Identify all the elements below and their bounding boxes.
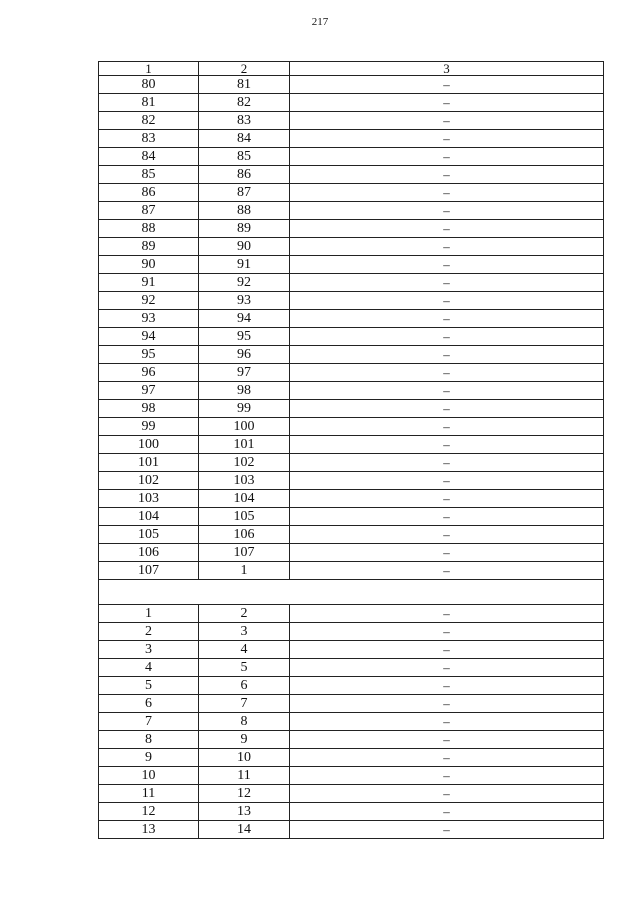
table-cell: 2 — [99, 623, 199, 641]
table-cell: 12 — [99, 803, 199, 821]
table-cell: 81 — [99, 94, 199, 112]
data-table — [98, 61, 604, 839]
table-row — [99, 659, 604, 677]
table-cell: 85 — [99, 166, 199, 184]
table-cell-dash: – — [290, 749, 604, 767]
table-cell-dash: – — [290, 641, 604, 659]
table-cell: 106 — [99, 544, 199, 562]
table-cell: 86 — [199, 166, 290, 184]
table-cell-dash: – — [290, 731, 604, 749]
table-cell: 11 — [99, 785, 199, 803]
table-row — [99, 184, 604, 202]
table-cell: 105 — [99, 526, 199, 544]
table-cell-dash: – — [290, 202, 604, 220]
table-cell: 8 — [199, 713, 290, 731]
table-cell: 91 — [99, 274, 199, 292]
table-row — [99, 364, 604, 382]
column-header: 3 — [290, 62, 604, 76]
table-cell: 7 — [99, 713, 199, 731]
table-cell: 87 — [99, 202, 199, 220]
table-cell-dash: – — [290, 418, 604, 436]
table-row — [99, 526, 604, 544]
table-row — [99, 803, 604, 821]
table-cell: 103 — [99, 490, 199, 508]
table-cell: 104 — [99, 508, 199, 526]
table-cell: 10 — [99, 767, 199, 785]
table-cell: 92 — [199, 274, 290, 292]
table-cell: 104 — [199, 490, 290, 508]
column-header: 2 — [199, 62, 290, 76]
table-cell: 84 — [99, 148, 199, 166]
table-cell: 81 — [199, 76, 290, 94]
table-row — [99, 731, 604, 749]
table-cell: 5 — [99, 677, 199, 695]
table-cell-dash: – — [290, 166, 604, 184]
table-cell: 97 — [99, 382, 199, 400]
table-cell-dash: – — [290, 238, 604, 256]
table-cell: 106 — [199, 526, 290, 544]
table-cell-dash: – — [290, 490, 604, 508]
table-cell: 84 — [199, 130, 290, 148]
table-cell-dash: – — [290, 544, 604, 562]
table-cell: 90 — [99, 256, 199, 274]
table-cell: 87 — [199, 184, 290, 202]
table-row — [99, 490, 604, 508]
table-cell: 96 — [199, 346, 290, 364]
table-row — [99, 436, 604, 454]
table-row — [99, 166, 604, 184]
section-gap-cell — [99, 580, 604, 605]
table-cell-dash: – — [290, 436, 604, 454]
table-cell-dash: – — [290, 400, 604, 418]
table-cell: 6 — [99, 695, 199, 713]
table-row — [99, 202, 604, 220]
table-cell-dash: – — [290, 256, 604, 274]
table-cell-dash: – — [290, 184, 604, 202]
table-cell: 3 — [99, 641, 199, 659]
table-cell: 93 — [199, 292, 290, 310]
table-cell: 107 — [199, 544, 290, 562]
table-row — [99, 148, 604, 166]
table-row — [99, 677, 604, 695]
table-row — [99, 821, 604, 839]
table-cell: 1 — [99, 605, 199, 623]
table-cell: 7 — [199, 695, 290, 713]
table-cell-dash: – — [290, 310, 604, 328]
table-cell-dash: – — [290, 382, 604, 400]
table-cell-dash: – — [290, 605, 604, 623]
column-header: 1 — [99, 62, 199, 76]
table-cell: 107 — [99, 562, 199, 580]
table-cell: 98 — [99, 400, 199, 418]
table-row — [99, 767, 604, 785]
table-row — [99, 472, 604, 490]
table-row — [99, 256, 604, 274]
table-cell-dash: – — [290, 148, 604, 166]
table-cell-dash: – — [290, 112, 604, 130]
table-row — [99, 605, 604, 623]
table-cell-dash: – — [290, 94, 604, 112]
table-cell-dash: – — [290, 623, 604, 641]
table-cell: 4 — [99, 659, 199, 677]
table-row — [99, 749, 604, 767]
table-row — [99, 400, 604, 418]
table-cell: 82 — [99, 112, 199, 130]
table-row — [99, 508, 604, 526]
table-cell: 83 — [99, 130, 199, 148]
table-cell: 95 — [199, 328, 290, 346]
table-cell-dash: – — [290, 346, 604, 364]
table-cell: 100 — [199, 418, 290, 436]
table-cell-dash: – — [290, 821, 604, 839]
table-cell: 13 — [99, 821, 199, 839]
table-cell: 102 — [199, 454, 290, 472]
table-cell-dash: – — [290, 803, 604, 821]
table-cell: 88 — [99, 220, 199, 238]
table-cell: 2 — [199, 605, 290, 623]
table-cell: 88 — [199, 202, 290, 220]
table-cell: 95 — [99, 346, 199, 364]
table-cell: 8 — [99, 731, 199, 749]
table-cell: 99 — [99, 418, 199, 436]
table-cell: 97 — [199, 364, 290, 382]
table-row — [99, 785, 604, 803]
table-cell-dash: – — [290, 220, 604, 238]
table-cell: 90 — [199, 238, 290, 256]
table-cell: 1 — [199, 562, 290, 580]
table-cell-dash: – — [290, 292, 604, 310]
table-cell-dash: – — [290, 677, 604, 695]
table-cell-dash: – — [290, 454, 604, 472]
table-cell: 3 — [199, 623, 290, 641]
table-row — [99, 94, 604, 112]
page-number: 217 — [311, 16, 329, 28]
table-cell: 10 — [199, 749, 290, 767]
table-row — [99, 274, 604, 292]
table-cell: 101 — [99, 454, 199, 472]
table-row — [99, 220, 604, 238]
table-cell: 13 — [199, 803, 290, 821]
table-cell-dash: – — [290, 472, 604, 490]
table-cell: 105 — [199, 508, 290, 526]
table-cell: 103 — [199, 472, 290, 490]
table-cell: 11 — [199, 767, 290, 785]
table-row — [99, 641, 604, 659]
table-cell: 99 — [199, 400, 290, 418]
table-row — [99, 562, 604, 580]
table-cell: 100 — [99, 436, 199, 454]
table-row — [99, 292, 604, 310]
table-cell: 91 — [199, 256, 290, 274]
table-cell: 92 — [99, 292, 199, 310]
table-cell-dash: – — [290, 364, 604, 382]
table-cell-dash: – — [290, 785, 604, 803]
table-row — [99, 418, 604, 436]
table-cell: 85 — [199, 148, 290, 166]
table-cell: 89 — [99, 238, 199, 256]
table-cell-dash: – — [290, 508, 604, 526]
section-gap-row — [99, 580, 604, 605]
table-cell: 102 — [99, 472, 199, 490]
table-cell: 86 — [99, 184, 199, 202]
table-cell-dash: – — [290, 562, 604, 580]
table-cell: 9 — [99, 749, 199, 767]
table-cell: 5 — [199, 659, 290, 677]
table-row — [99, 130, 604, 148]
table-cell: 101 — [199, 436, 290, 454]
table-cell: 94 — [199, 310, 290, 328]
table-cell: 4 — [199, 641, 290, 659]
table-cell-dash: – — [290, 130, 604, 148]
table-row — [99, 112, 604, 130]
table-cell: 93 — [99, 310, 199, 328]
table-cell: 98 — [199, 382, 290, 400]
table-cell-dash: – — [290, 695, 604, 713]
table-cell-dash: – — [290, 767, 604, 785]
table-cell-dash: – — [290, 328, 604, 346]
table-cell: 9 — [199, 731, 290, 749]
table-cell: 89 — [199, 220, 290, 238]
table-row — [99, 310, 604, 328]
table-row — [99, 544, 604, 562]
table-cell-dash: – — [290, 76, 604, 94]
table-row — [99, 328, 604, 346]
table-cell: 14 — [199, 821, 290, 839]
table-cell-dash: – — [290, 659, 604, 677]
table-row — [99, 713, 604, 731]
table-row — [99, 695, 604, 713]
table-row — [99, 346, 604, 364]
table-cell-dash: – — [290, 713, 604, 731]
table-cell-dash: – — [290, 274, 604, 292]
table-row — [99, 382, 604, 400]
table-cell: 12 — [199, 785, 290, 803]
table-cell: 6 — [199, 677, 290, 695]
table-header-row — [99, 62, 604, 76]
table-cell: 82 — [199, 94, 290, 112]
table-cell: 96 — [99, 364, 199, 382]
table-cell-dash: – — [290, 526, 604, 544]
table-row — [99, 623, 604, 641]
table-row — [99, 238, 604, 256]
table-row — [99, 76, 604, 94]
table-cell: 80 — [99, 76, 199, 94]
table-cell: 94 — [99, 328, 199, 346]
table-cell: 83 — [199, 112, 290, 130]
table-row — [99, 454, 604, 472]
